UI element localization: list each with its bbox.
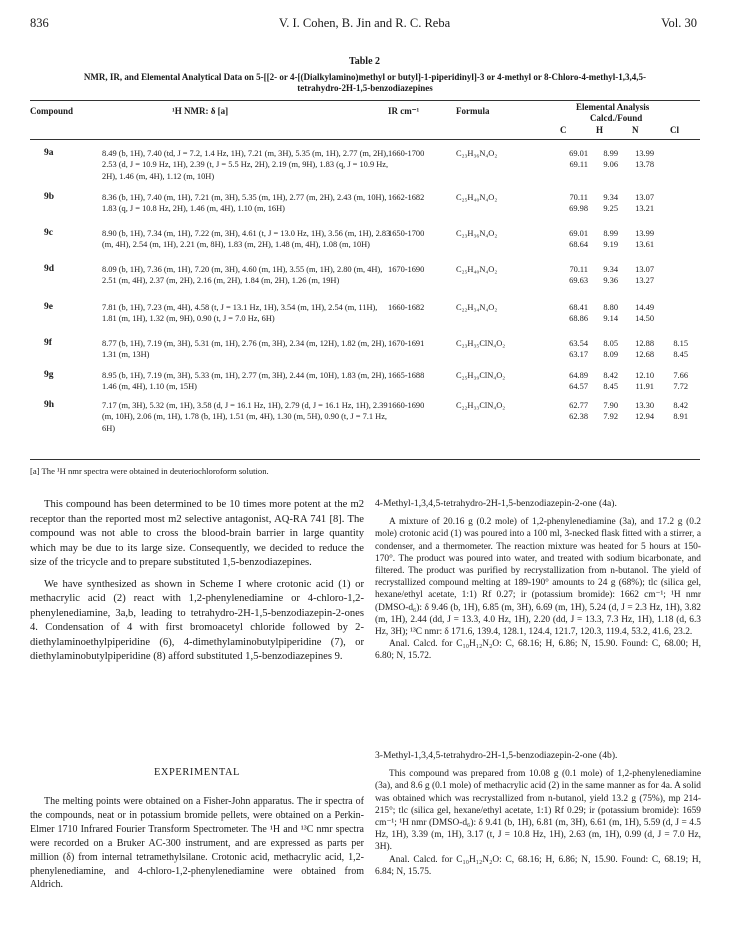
compound-id: 9e: [44, 302, 53, 312]
analysis-h-value: 9.19: [603, 240, 618, 250]
heading-compound-4a: 4-Methyl-1,3,4,5-tetrahydro-2H-1,5-benzodiazepin-2-one (4a).: [375, 498, 617, 509]
ir-range: 1660-1682: [388, 303, 425, 312]
ir-range: 1660-1700: [388, 149, 425, 158]
analysis-h-value: 7.92: [603, 412, 618, 422]
analysis-c-value: 69.01: [569, 229, 588, 238]
analysis-c-value: 64.57: [569, 382, 588, 392]
nmr-data: 7.81 (b, 1H), 7.23 (m, 4H), 4.58 (t, J = 13.1 Hz, 1H), 3.54 (m, 1H), 2.54 (m, 11H), 1.81 (m, 1H), 1.32 (m, 9H), 0.90 (t, J = 7.0 Hz, 6H): [102, 303, 378, 324]
page-number: 836: [30, 16, 49, 30]
analysis-h-value: 8.05: [603, 339, 618, 348]
ir-range: 1660-1690: [388, 401, 425, 410]
analysis-h-value: 9.25: [603, 204, 618, 214]
compound-4a-section: [375, 498, 701, 663]
analysis-n-value: 13.99: [635, 149, 654, 158]
compound-id: 9f: [44, 338, 52, 348]
analysis-calcd: [550, 192, 700, 203]
nmr-data: 8.90 (b, 1H), 7.34 (m, 1H), 7.22 (m, 3H), 4.61 (t, J = 13.0 Hz, 1H), 3.56 (m, 1H), 2.83 (m, 4H), 2.54 (m, 1H), 2.21 (m, 8H), 1.83 (m, 2H), 1.48 (m, 4H), 1.08 (m, 10H): [102, 229, 391, 250]
section-heading-experimental: EXPERIMENTAL: [153, 767, 241, 778]
header-n: N: [632, 125, 639, 135]
table-caption: NMR, IR, and Elemental Analytical Data on 5-[[2- or 4-[(Dialkylamino)methyl or butyl]-1-piperidinyl]-3 or 4-methyl or 8-Chloro-4-methyl-1,3,4,5-tetrahydro-2H-1,5-benzodiazepines: [83, 72, 647, 93]
header-compound: Compound: [30, 106, 74, 116]
analysis-4b: Anal. Calcd. for C₁₀H₁₂N₂O: C, 68.16; H, 6.86; N, 15.90. Found: C, 68.19; H, 6.84; N, 15.75.: [375, 854, 701, 877]
nmr-data: 8.36 (b, 1H), 7.40 (m, 1H), 7.21 (m, 3H), 5.35 (m, 1H), 2.77 (m, 2H), 2.43 (m, 10H), 1.83 (q, J = 10.8 Hz, 2H), 1.46 (m, 4H), 1.10 (m, 16H): [102, 193, 387, 214]
analysis-c-value: 62.38: [569, 412, 588, 422]
analysis-calcd: [550, 148, 700, 159]
analysis-c-value: 68.41: [569, 303, 588, 312]
intro-paragraph: [30, 498, 364, 665]
molecular-formula: C₂₃H₃₅ClN₄O₂: [456, 339, 506, 348]
compound-id: 9b: [44, 192, 55, 202]
analysis-c-value: 69.63: [569, 276, 588, 286]
analysis-found: [550, 381, 700, 392]
header-elemental-analysis: Elemental Analysis: [576, 102, 650, 112]
analysis-h-value: 8.42: [603, 371, 618, 380]
analysis-n-value: 14.49: [635, 303, 654, 312]
ir-range: 1670-1691: [388, 339, 425, 348]
analysis-found: [550, 239, 700, 250]
analysis-h-value: 8.80: [603, 303, 618, 312]
table-rule-top: [30, 100, 700, 101]
analysis-cl-value: 8.42: [673, 401, 688, 410]
table-rule-header: [30, 139, 700, 140]
paragraph-methods: The melting points were obtained on a Fisher-John apparatus. The ir spectra of the compounds, neat or in potassium bromide pellets, were obtained on a Perkin-Elmer 1710 Infrared Fourier Transform Spectrometer. The ¹H and ¹³C nmr spectra were recorded on a Bruker AC-300 instrument, and are expressed as parts per million (δ) from internal tetramethylsilane. Crotonic acid, methacrylic acid, 1,2-phenylenediamine, and 4-chloro-1,2-phenylenediamine were obtained from Aldrich.: [30, 796, 364, 891]
analysis-cl-value: 8.15: [673, 339, 688, 348]
header-calcd-found: Calcd./Found: [590, 113, 643, 123]
analysis-n-value: 12.94: [635, 412, 654, 422]
elemental-analysis: [550, 192, 700, 215]
analysis-c-value: 70.11: [569, 193, 588, 202]
molecular-formula: C₂₅H₄₀N₄O₂: [456, 193, 498, 202]
analysis-c-value: 69.98: [569, 204, 588, 214]
elemental-analysis: [550, 228, 700, 251]
analysis-found: [550, 275, 700, 286]
elemental-analysis: [550, 302, 700, 325]
analysis-calcd: [550, 264, 700, 275]
analysis-c-value: 63.17: [569, 350, 588, 360]
analysis-n-value: 13.99: [635, 229, 654, 238]
paragraph-synthesis: We have synthesized as shown in Scheme I where crotonic acid (1) or methacrylic acid (2) react with 1,2-phenylenediamine or 4-chloro-1,2-phenylenediamine, 3a,b, leading to tetrahydro-2H-1,5-benzodiazepin-2-ones 4. Condensation of 4 with first bromoacetyl chloride followed by 2-diethylaminoethylpiperidine (6), 4-dimethylaminobutylpiperidine (7), or diethylaminobutylpiperidine (8) afford substituted 1,5-benzodiazepines 9.: [30, 578, 364, 662]
heading-compound-4b: 3-Methyl-1,3,4,5-tetrahydro-2H-1,5-benzodiazepin-2-one (4b).: [375, 750, 618, 761]
analysis-calcd: [550, 338, 700, 349]
nmr-data: 7.17 (m, 3H), 5.32 (m, 1H), 3.58 (d, J = 16.1 Hz, 1H), 2.79 (d, J = 16.1 Hz, 1H), 2.39 (m, 10H), 2.06 (m, 1H), 1.78 (b, 1H), 1.51 (m, 4H), 1.30 (m, 5H), 0.90 (t, J = 7.1 Hz, 6H): [102, 401, 388, 433]
elemental-analysis: [550, 148, 700, 171]
analysis-calcd: [550, 302, 700, 313]
table-column-headers: [30, 102, 700, 138]
analysis-n-value: 13.30: [635, 401, 654, 410]
analysis-found: [550, 203, 700, 214]
compound-id: 9h: [44, 400, 55, 410]
molecular-formula: C₂₅H₃₉ClN₄O₂: [456, 371, 506, 380]
analysis-n-value: 13.27: [635, 276, 654, 286]
header-formula: Formula: [456, 106, 490, 116]
analysis-calcd: [550, 228, 700, 239]
nmr-data: 8.09 (b, 1H), 7.36 (m, 1H), 7.20 (m, 3H), 4.60 (m, 1H), 3.55 (m, 1H), 2.80 (m, 4H), 2.51 (m, 4H), 2.37 (m, 2H), 2.16 (m, 2H), 1.84 (m, 2H), 1.26 (m, 19H): [102, 265, 383, 286]
elemental-analysis: [550, 370, 700, 393]
nmr-data: 8.49 (b, 1H), 7.40 (td, J = 7.2, 1.4 Hz, 1H), 7.21 (m, 3H), 5.35 (m, 1H), 2.77 (m, 2H), 2.53 (d, J = 10.9 Hz, 1H), 2.39 (t, J = 5.5 Hz, 2H), 2.19 (m, 9H), 1.83 (q, J = 10.9 Hz, 2H), 1.46 (m, 4H), 1.12 (m, 10H): [102, 149, 389, 181]
analysis-4a: Anal. Calcd. for C₁₀H₁₂N₂O: C, 68.16; H, 6.86; N, 15.90. Found: C, 68.00; H, 6.80; N, 15.72.: [375, 639, 701, 662]
analysis-found: [550, 159, 700, 170]
analysis-c-value: 69.01: [569, 149, 588, 158]
analysis-cl-value: 8.45: [673, 350, 688, 360]
analysis-n-value: 13.07: [635, 193, 654, 202]
analysis-n-value: 12.88: [635, 339, 654, 348]
analysis-h-value: 9.36: [603, 276, 618, 286]
header-ir: IR cm⁻¹: [388, 106, 420, 116]
analysis-calcd: [550, 400, 700, 411]
elemental-analysis: [550, 264, 700, 287]
analysis-h-value: 8.99: [603, 229, 618, 238]
analysis-h-value: 9.14: [603, 314, 618, 324]
analysis-n-value: 12.10: [635, 371, 654, 380]
molecular-formula: C₂₃H₃₆N₄O₂: [456, 149, 498, 158]
compound-id: 9c: [44, 228, 53, 238]
analysis-c-value: 68.86: [569, 314, 588, 324]
analysis-h-value: 9.34: [603, 193, 618, 202]
molecular-formula: C₂₃H₃₆N₄O₂: [456, 229, 498, 238]
nmr-data: 8.95 (b, 1H), 7.19 (m, 3H), 5.33 (m, 1H), 2.77 (m, 3H), 2.44 (m, 10H), 1.83 (m, 2H), 1.46 (m, 4H), 1.10 (m, 15H): [102, 371, 387, 392]
analysis-found: [550, 411, 700, 422]
analysis-cl-value: 7.66: [673, 371, 688, 380]
ir-range: 1670-1690: [388, 265, 425, 274]
paragraph-4a-procedure: A mixture of 20.16 g (0.2 mole) of 1,2-phenylenediamine (3a), and 17.2 g (0.2 mole) crotonic acid (1) was poured into a 100 ml, 3-necked flask fitted with a stirrer, a condenser, and a thermometer. The reaction mixture was heated for 5 hours at 150-170°. The product was poured into water, and treated with sodium bicarbonate, and filtered. The product was purified by recrystallization from n-butanol. The yield of recrystallized compound melting at 189-190° amounts to 24 g (68%); tlc (silica gel, hexane/ethyl acetate, 1:1) Rf 0.27; ir (potassium bromide): 1662 cm⁻¹; ¹H nmr (DMSO-d₆): δ 9.46 (b, 1H), 6.85 (m, 3H), 6.69 (m, 1H), 5.24 (d, J = 2.3 Hz, 1H), 3.82 (m, 1H), 2.44 (dd, J = 13.3, 4.0 Hz, 1H), 2.20 (dd, J = 13.3, 7.3 Hz, 1H), 1.18 (d, 6.3 Hz, 3H); ¹³C nmr: δ 171.6, 139.4, 128.1, 124.4, 121.7, 120.3, 119.4, 53.2, 41.6, 23.2.: [375, 517, 701, 638]
analysis-n-value: 14.50: [635, 314, 654, 324]
analysis-n-value: 13.21: [635, 204, 654, 214]
analysis-n-value: 11.91: [635, 382, 654, 392]
compound-id: 9d: [44, 264, 55, 274]
elemental-analysis: [550, 338, 700, 361]
header-c: C: [560, 125, 567, 135]
elemental-analysis: [550, 400, 700, 423]
header-h: H: [596, 125, 604, 135]
analysis-n-value: 13.61: [635, 240, 654, 250]
running-header-authors: V. I. Cohen, B. Jin and R. C. Reba: [278, 16, 451, 30]
analysis-h-value: 8.09: [603, 350, 618, 360]
molecular-formula: C₂₂H₃₄N₄O₂: [456, 303, 498, 312]
analysis-h-value: 7.90: [603, 401, 618, 410]
analysis-found: [550, 313, 700, 324]
paragraph-4b-procedure: This compound was prepared from 10.08 g (0.1 mole) of 1,2-phenylenediamine (3a), and 8.6 g (0.1 mole) of methacrylic acid (2) in the same manner as for 4a. A solid was obtained which was recrystallized from n-butanol, yield 13.2 g (75%), mp 214-215°; tlc (silica gel, hexane/ethyl acetate, 1:1) Rf 0.29; ir (potassium bromide): 1659 cm⁻¹; ¹H nmr (DMSO-d₆): δ 9.41 (b, 1H), 6.81 (m, 3H), 6.61 (m, 1H), 5.59 (d, J = 4.5 Hz, 1H), 3.39 (m, 1H), 3.17 (t, J = 10.8 Hz, 1H), 2.63 (m, 1H), 0.99 (d, J = 7.0 Hz, 3H).: [375, 769, 701, 853]
analysis-h-value: 9.06: [603, 160, 618, 170]
ir-range: 1650-1700: [388, 229, 425, 238]
analysis-c-value: 68.64: [569, 240, 588, 250]
table-rule-bottom: [30, 459, 700, 460]
nmr-data: 8.77 (b, 1H), 7.19 (m, 3H), 5.31 (m, 1H), 2.76 (m, 3H), 2.34 (m, 12H), 1.82 (m, 2H), 1.31 (m, 13H): [102, 339, 387, 360]
table-title: Table 2: [348, 56, 381, 67]
analysis-c-value: 69.11: [569, 160, 588, 170]
analysis-c-value: 64.89: [569, 371, 588, 380]
analysis-h-value: 9.34: [603, 265, 618, 274]
analysis-c-value: 63.54: [569, 339, 588, 348]
compound-id: 9a: [44, 148, 54, 158]
analysis-c-value: 62.77: [569, 401, 588, 410]
header-cl: Cl: [670, 125, 679, 135]
compound-4b-section: [375, 750, 701, 878]
volume-label: Vol. 30: [661, 16, 697, 30]
paragraph-potency: This compound has been determined to be 10 times more potent at the m2 receptor than the reported most m2 selective antagonist, AQ-RA 741 [8]. The compound was not able to cross the blood-brain barrier in large quantity which may be due to its large size. Consequently, we decided to reduce the size of the tricycle and to prepare substituted 1,5-benzodiazepines.: [30, 499, 364, 568]
analysis-found: [550, 349, 700, 360]
ir-range: 1665-1688: [388, 371, 425, 380]
compound-id: 9g: [44, 370, 54, 380]
analysis-n-value: 13.07: [635, 265, 654, 274]
molecular-formula: C₂₂H₃₃ClN₄O₂: [456, 401, 506, 410]
analysis-cl-value: 8.91: [673, 412, 688, 422]
analysis-n-value: 13.78: [635, 160, 654, 170]
experimental-paragraph: [30, 795, 364, 892]
analysis-n-value: 12.68: [635, 350, 654, 360]
analysis-calcd: [550, 370, 700, 381]
analysis-c-value: 70.11: [569, 265, 588, 274]
molecular-formula: C₂₅H₄₀N₄O₂: [456, 265, 498, 274]
ir-range: 1662-1682: [388, 193, 425, 202]
analysis-cl-value: 7.72: [673, 382, 688, 392]
analysis-h-value: 8.99: [603, 149, 618, 158]
header-nmr: ¹H NMR: δ [a]: [172, 106, 229, 116]
table-footnote: [a] The ¹H nmr spectra were obtained in deuteriochloroform solution.: [30, 466, 269, 476]
analysis-h-value: 8.45: [603, 382, 618, 392]
